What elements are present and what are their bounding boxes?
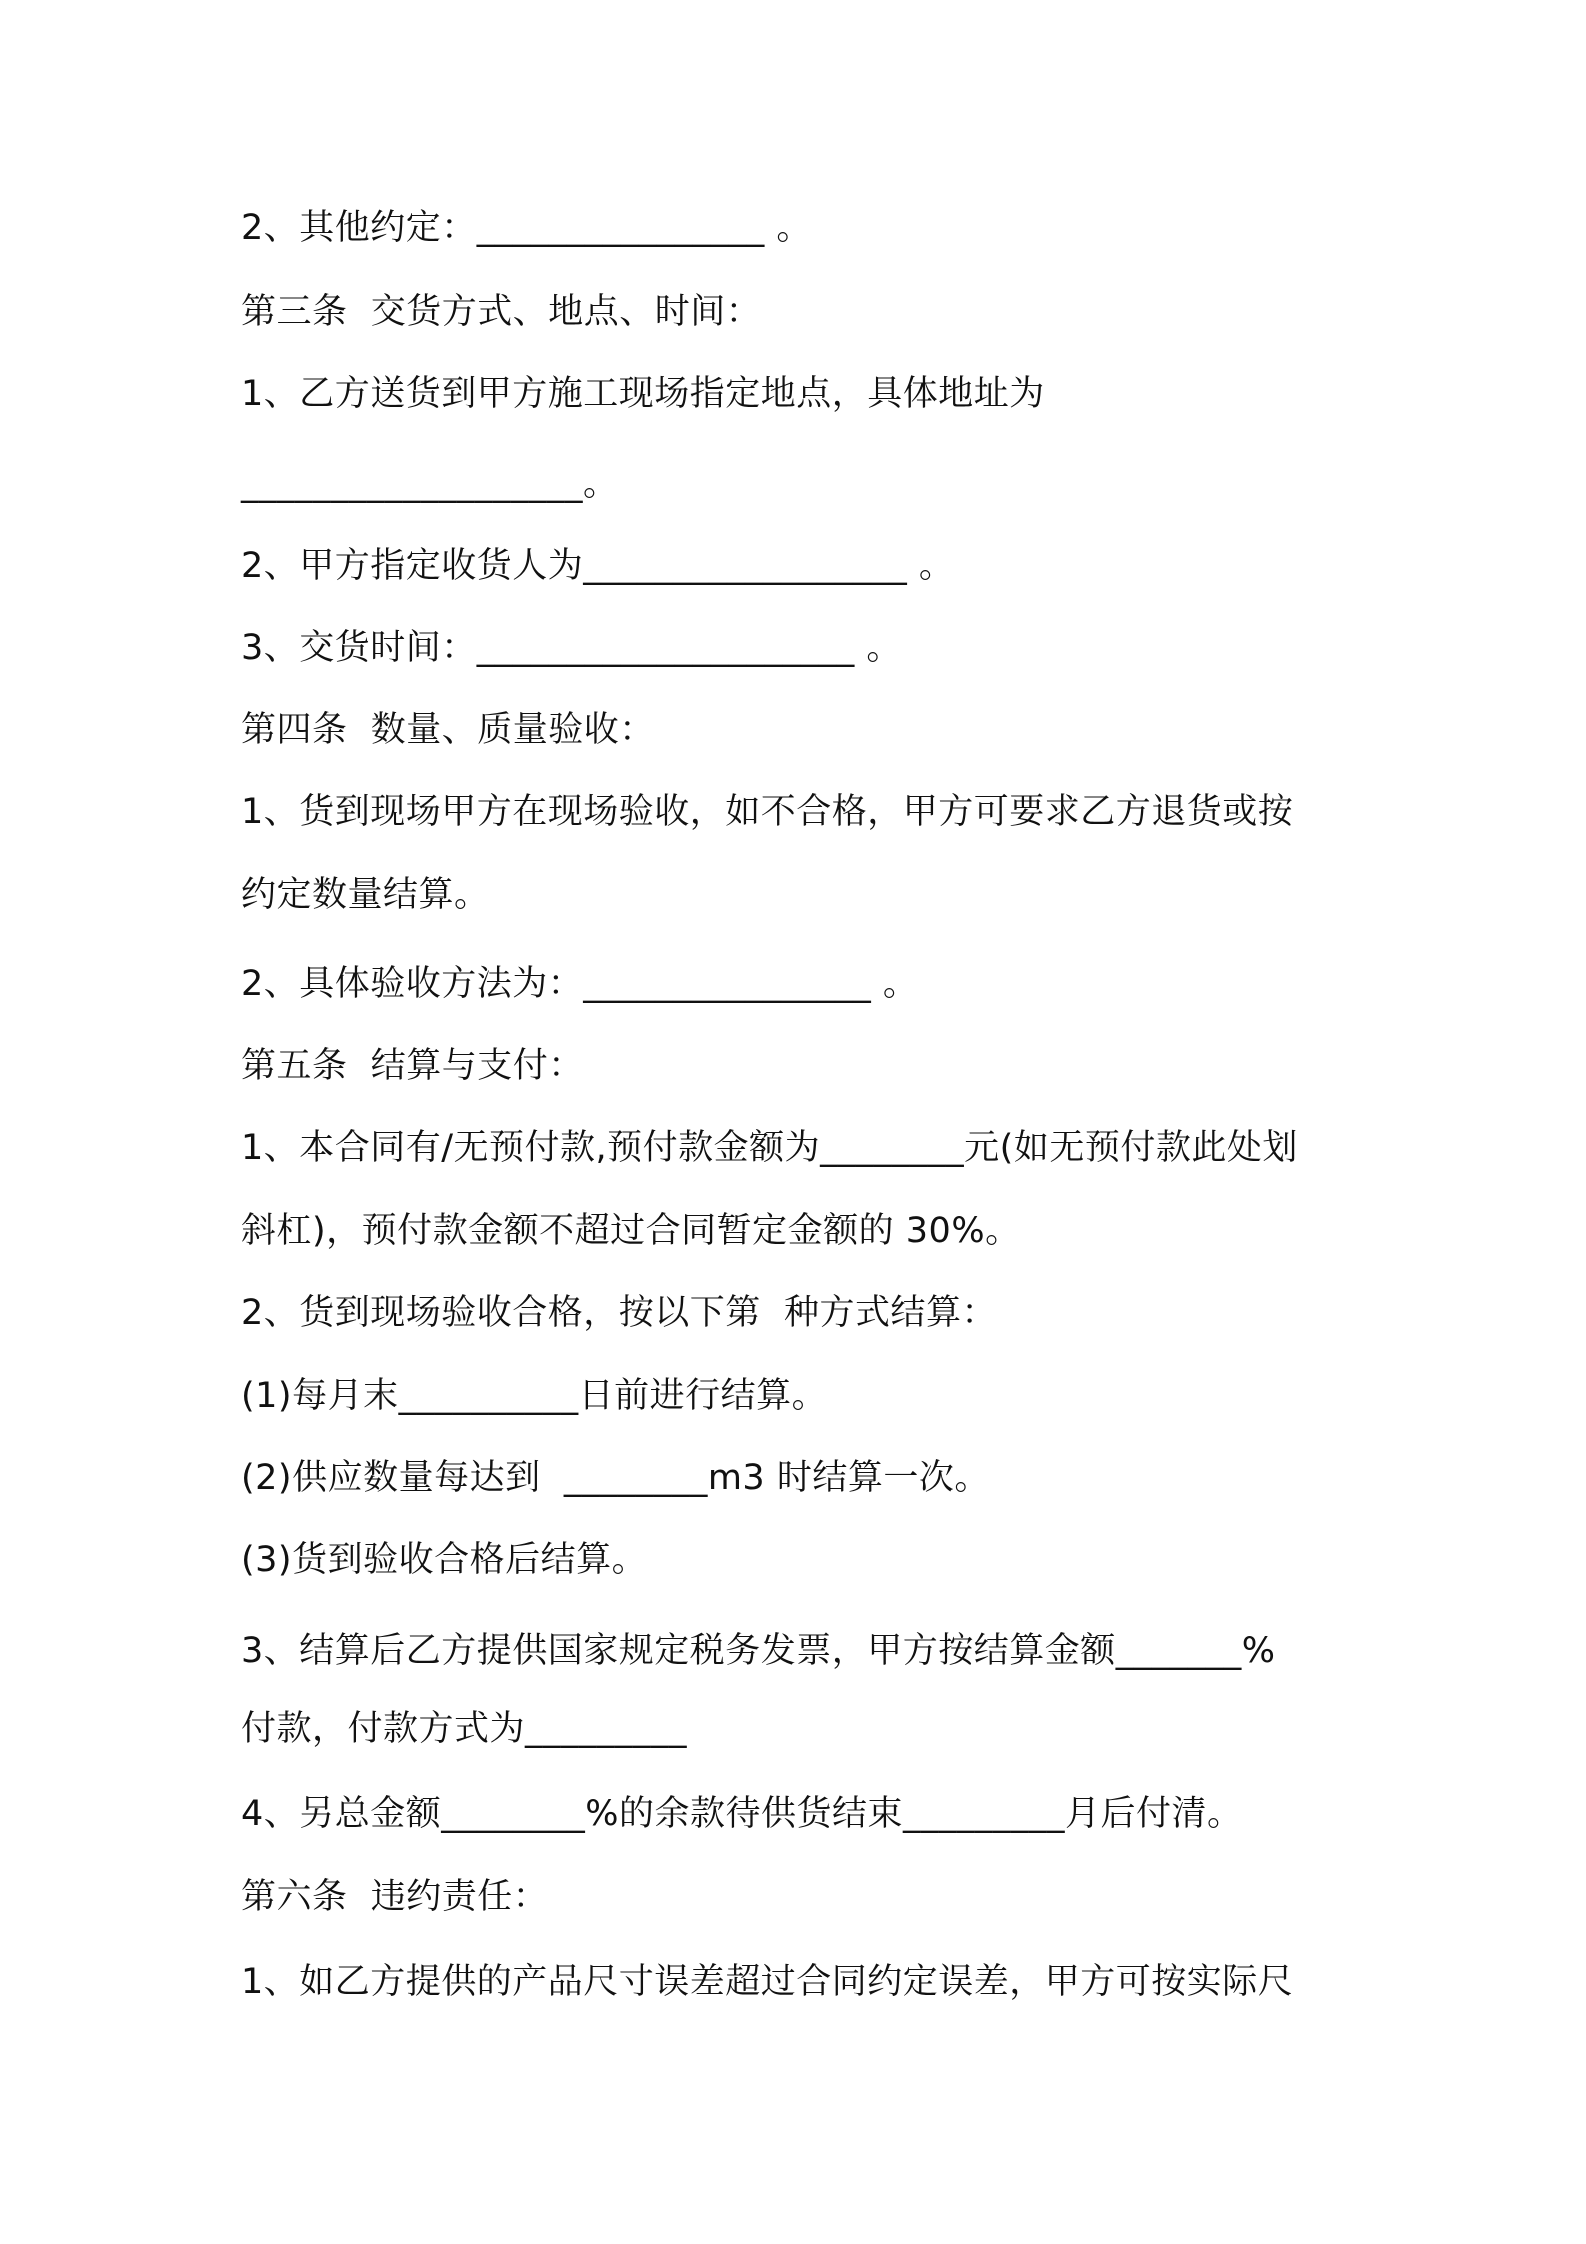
- article-5-item-2-option-2: (2)供应数量每达到 ________m3 时结算一次。: [241, 1458, 990, 1498]
- article-3-heading: 第三条 交货方式、地点、时间：: [241, 292, 762, 332]
- article-5-item-4: 4、另总金额________%的余款待供货结束_________月后付清。: [241, 1794, 1243, 1834]
- clause-2-other-agreement: 2、其他约定：________________ 。: [241, 208, 812, 248]
- article-3-item-1-cont: ___________________。: [241, 464, 619, 504]
- article-3-item-1: 1、乙方送货到甲方施工现场指定地点，具体地址为: [241, 374, 1045, 414]
- article-5-item-2: 2、货到现场验收合格，按以下第 种方式结算：: [241, 1293, 998, 1333]
- article-4-item-2: 2、具体验收方法为：________________ 。: [241, 964, 919, 1004]
- article-4-item-1-cont: 约定数量结算。: [241, 875, 490, 915]
- article-3-item-3: 3、交货时间：_____________________ 。: [241, 628, 902, 668]
- article-5-item-3-cont: 付款，付款方式为_________: [241, 1709, 688, 1749]
- article-5-heading: 第五条 结算与支付：: [241, 1046, 584, 1086]
- article-5-item-1-cont: 斜杠)，预付款金额不超过合同暂定金额的 30%。: [241, 1211, 1021, 1251]
- article-6-heading: 第六条 违约责任：: [241, 1877, 549, 1917]
- article-5-item-1: 1、本合同有/无预付款,预付款金额为________元(如无预付款此处划: [241, 1128, 1298, 1168]
- article-5-item-2-option-1: (1)每月末__________日前进行结算。: [241, 1376, 828, 1416]
- article-5-item-2-option-3: (3)货到验收合格后结算。: [241, 1540, 648, 1580]
- article-3-item-2: 2、甲方指定收货人为__________________ 。: [241, 546, 955, 586]
- article-5-item-3: 3、结算后乙方提供国家规定税务发票，甲方按结算金额_______%: [241, 1631, 1276, 1671]
- article-4-item-1: 1、货到现场甲方在现场验收，如不合格，甲方可要求乙方退货或按: [241, 792, 1294, 832]
- article-6-item-1: 1、如乙方提供的产品尺寸误差超过合同约定误差，甲方可按实际尺: [241, 1962, 1294, 2002]
- article-4-heading: 第四条 数量、质量验收：: [241, 710, 655, 750]
